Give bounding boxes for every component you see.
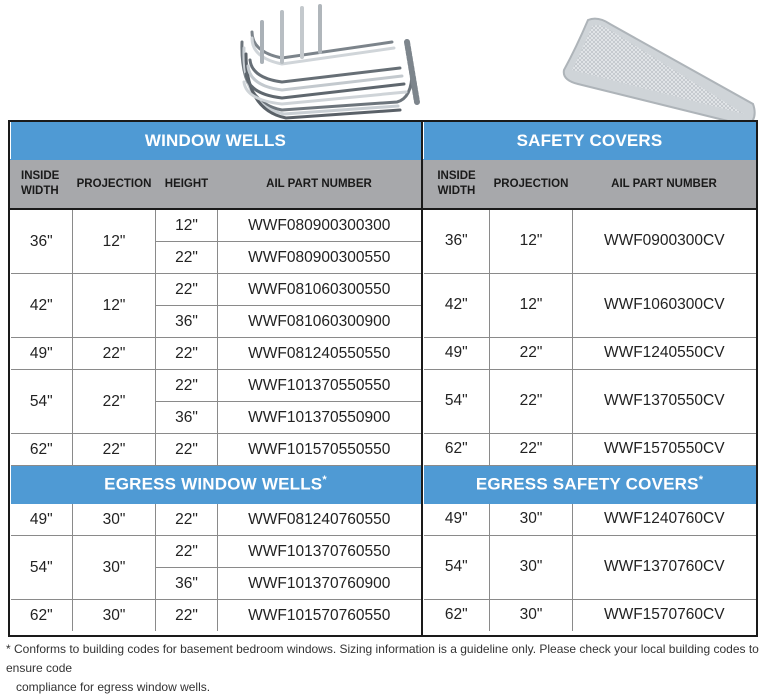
table-row [424, 433, 756, 465]
safety-covers-title: SAFETY COVERS [424, 122, 756, 160]
inside-width-cell: 62" [11, 600, 73, 632]
col-projection: PROJECTION [490, 160, 573, 210]
inside-width-cell: 62" [424, 599, 490, 631]
table-row [11, 274, 421, 306]
footnote [6, 640, 766, 697]
projection-cell: 30" [73, 536, 156, 600]
col-part-number: AIL PART NUMBER [218, 160, 421, 210]
window-well-image [222, 2, 422, 120]
inside-width-cell: 62" [424, 433, 490, 465]
height-cell: 36" [156, 568, 218, 600]
height-cell: 36" [156, 402, 218, 434]
height-cell: 22" [156, 338, 218, 370]
inside-width-cell: 36" [11, 209, 73, 274]
inside-width-cell: 49" [11, 338, 73, 370]
projection-cell: 30" [490, 599, 573, 631]
table-row [424, 599, 756, 631]
part-number-cell: WWF101570760550 [218, 600, 421, 632]
window-wells-panel [10, 122, 423, 635]
table-row [424, 535, 756, 599]
part-number-cell: WWF1570550CV [573, 433, 756, 465]
table-row [11, 434, 421, 466]
col-projection: PROJECTION [73, 160, 156, 210]
projection-cell: 12" [73, 209, 156, 274]
col-part-number: AIL PART NUMBER [573, 160, 756, 210]
inside-width-cell: 54" [11, 536, 73, 600]
inside-width-cell: 49" [424, 503, 490, 535]
table-row [11, 536, 421, 568]
inside-width-cell: 42" [424, 273, 490, 337]
part-number-cell: WWF081240760550 [218, 504, 421, 536]
part-number-cell: WWF101370550900 [218, 402, 421, 434]
height-cell: 22" [156, 434, 218, 466]
projection-cell: 22" [73, 434, 156, 466]
inside-width-cell: 54" [424, 369, 490, 433]
inside-width-cell: 54" [424, 535, 490, 599]
product-images [0, 0, 768, 120]
part-number-cell: WWF101370550550 [218, 370, 421, 402]
col-inside-width: INSIDE WIDTH [11, 160, 73, 210]
footnote-line-1: * Conforms to building codes for basement bedroom windows. Sizing information is a guideline only. Please check your local building codes to ensure code [6, 642, 759, 675]
table-row [11, 338, 421, 370]
projection-cell: 30" [73, 504, 156, 536]
projection-cell: 12" [73, 274, 156, 338]
inside-width-cell: 54" [11, 370, 73, 434]
safety-cover-image [548, 8, 760, 128]
table-row [424, 209, 756, 273]
part-number-cell: WWF101370760900 [218, 568, 421, 600]
projection-cell: 22" [490, 433, 573, 465]
projection-cell: 22" [490, 369, 573, 433]
inside-width-cell: 49" [424, 337, 490, 369]
part-number-cell: WWF1240550CV [573, 337, 756, 369]
projection-cell: 12" [490, 273, 573, 337]
height-cell: 12" [156, 209, 218, 242]
height-cell: 22" [156, 370, 218, 402]
table-row [11, 600, 421, 632]
table-row [424, 369, 756, 433]
part-number-cell: WWF101370760550 [218, 536, 421, 568]
table-row [424, 503, 756, 535]
footnote-marker: * [698, 473, 704, 486]
egress-safety-covers-title [424, 465, 756, 503]
projection-cell: 22" [73, 338, 156, 370]
part-number-cell: WWF1240760CV [573, 503, 756, 535]
projection-cell: 22" [490, 337, 573, 369]
egress-window-wells-title [11, 466, 421, 504]
part-number-cell: WWF1570760CV [573, 599, 756, 631]
height-cell: 36" [156, 306, 218, 338]
part-number-cell: WWF081060300900 [218, 306, 421, 338]
part-number-cell: WWF1370760CV [573, 535, 756, 599]
inside-width-cell: 49" [11, 504, 73, 536]
table-row [11, 370, 421, 402]
inside-width-cell: 36" [424, 209, 490, 273]
footnote-line-2: compliance for egress window wells. [16, 680, 211, 694]
col-height: HEIGHT [156, 160, 218, 210]
safety-covers-panel [423, 122, 756, 635]
egress-safety-covers-title-text: EGRESS SAFETY COVERS [475, 474, 699, 494]
height-cell: 22" [156, 504, 218, 536]
egress-window-wells-title-text: EGRESS WINDOW WELLS [104, 474, 323, 494]
footnote-marker: * [322, 474, 327, 487]
table-row [424, 273, 756, 337]
part-number-cell: WWF081240550550 [218, 338, 421, 370]
part-number-cell: WWF1370550CV [573, 369, 756, 433]
safety-covers-table [423, 122, 756, 631]
col-inside-width: INSIDE WIDTH [424, 160, 490, 210]
part-number-cell: WWF080900300300 [218, 209, 421, 242]
table-row [11, 504, 421, 536]
projection-cell: 22" [73, 370, 156, 434]
part-number-cell: WWF081060300550 [218, 274, 421, 306]
window-wells-title: WINDOW WELLS [11, 122, 421, 160]
part-number-cell: WWF0900300CV [573, 209, 756, 273]
product-tables [8, 120, 758, 637]
projection-cell: 30" [490, 503, 573, 535]
window-wells-table [10, 122, 421, 631]
table-row [424, 337, 756, 369]
inside-width-cell: 62" [11, 434, 73, 466]
part-number-cell: WWF080900300550 [218, 242, 421, 274]
projection-cell: 30" [73, 600, 156, 632]
inside-width-cell: 42" [11, 274, 73, 338]
projection-cell: 12" [490, 209, 573, 273]
table-row [11, 209, 421, 242]
height-cell: 22" [156, 600, 218, 632]
height-cell: 22" [156, 242, 218, 274]
part-number-cell: WWF1060300CV [573, 273, 756, 337]
height-cell: 22" [156, 536, 218, 568]
projection-cell: 30" [490, 535, 573, 599]
height-cell: 22" [156, 274, 218, 306]
part-number-cell: WWF101570550550 [218, 434, 421, 466]
